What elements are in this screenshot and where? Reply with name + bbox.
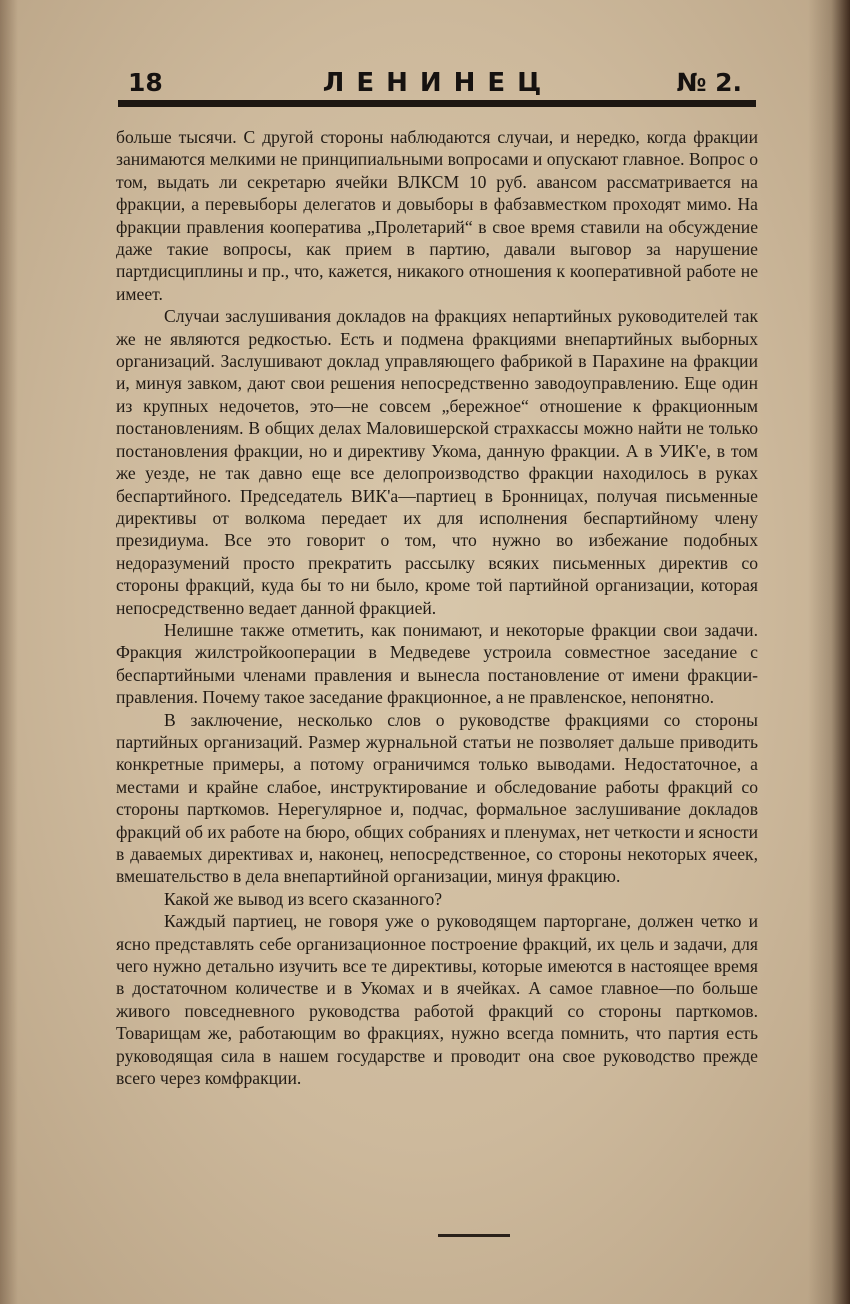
journal-title: ЛЕНИНЕЦ bbox=[322, 68, 554, 98]
header-rule bbox=[118, 100, 756, 107]
paragraph-5: Какой же вывод из всего сказанного? bbox=[164, 888, 443, 909]
end-rule bbox=[438, 1234, 510, 1237]
page-right-shadow bbox=[808, 0, 850, 1304]
issue-number: № 2. bbox=[676, 68, 742, 97]
paragraph-2: Случаи заслушивания докладов на фракциях непартийных руководителей так же не являются редкостью. Есть и подмена фракциями внепартийных выборных организаций. Заслушивают доклад управляющего фабрикой в Парахине на фракции и, минуя завком, дают свои решения непосредственно заводоуправлению. Еще один из крупных недочетов, это—не совсем „бережное“ отношение к фракционным постановлениям. В общих делах Маловишерской страхкассы можно найти не только постановления фракции, но и директиву Укома, данную фракции. А в УИК'е, в том же уезде, не так давно еще все делопроизводство фракции находилось в руках беспартийного. Председатель ВИК'а—партиец в Бронницах, получая письменные директивы от волкома передает их для исполнения беспартийному члену президиума. Все это говорит о том, что нужно во избежание подобных недоразумений просто прекратить рассылку всяких письменных директив со стороны фракций, куда бы то ни было, кроме той партийной организации, которая непосредственно ведает данной фракцией. bbox=[116, 306, 758, 618]
paragraph-6: Каждый партиец, не говоря уже о руководящем парторгане, должен четко и ясно представлять себе организационное построение фракций, их цель и задачи, для чего нужно детально изучить все те директивы, которые имеются в настоящее время в достаточном количестве и в Укомах и в ячейках. А самое главное—по больше живого повседневного руководства работой фракций со стороны парткомов. Товарищам же, работающим во фракциях, нужно всегда помнить, что партия есть руководящая сила в нашем государстве и проводит она свое руководство прежде всего через комфракции. bbox=[116, 911, 758, 1089]
paragraph-4: В заключение, несколько слов о руководстве фракциями со стороны партийных организаций. Размер журнальной статьи не позволяет дальше приводить конкретные примеры, а потому ограничимся только выводами. Недостаточное, а местами и крайне слабое, инструктирование и обследование работы фракций со стороны парткомов. Нерегулярное и, подчас, формальное заслушивание докладов фракций об их работе на бюро, общих собраниях и пленумах, нет четкости и ясности в даваемых директивах и, наконец, непосредственное, со стороны некоторых ячеек, вмешательство в дела внепартийной организации, минуя фракцию. bbox=[116, 709, 758, 887]
paragraph-1: больше тысячи. С другой стороны наблюдаются случаи, и нередко, когда фракции занимаются мелкими не принципиальными вопросами и опускают главное. Вопрос о том, выдать ли секретарю ячейки ВЛКСМ 10 руб. авансом рассматривается на фракции, а перевыборы делегатов и довыборы в фабзавместком проходят мимо. На фракции правления кооператива „Пролетарий“ в свое время ставили на обсуждение даже такие вопросы, как прием в партию, давали выговор за нарушение партдисциплины и пр., что, кажется, никакого отношения к кооперативной работе не имеет. bbox=[116, 127, 758, 304]
article-body bbox=[116, 126, 758, 1089]
page-header bbox=[118, 68, 758, 104]
paragraph-3: Нелишне также отметить, как понимают, и некоторые фракции свои задачи. Фракция жилстройкооперации в Медведеве устроила совместное заседание с беспартийными членами правления и вынесла постановление от имени фракции-правления. Почему такое заседание фракционное, а не правленское, непонятно. bbox=[116, 619, 758, 708]
page-left-shadow bbox=[0, 0, 18, 1304]
page-number: 18 bbox=[128, 68, 163, 97]
